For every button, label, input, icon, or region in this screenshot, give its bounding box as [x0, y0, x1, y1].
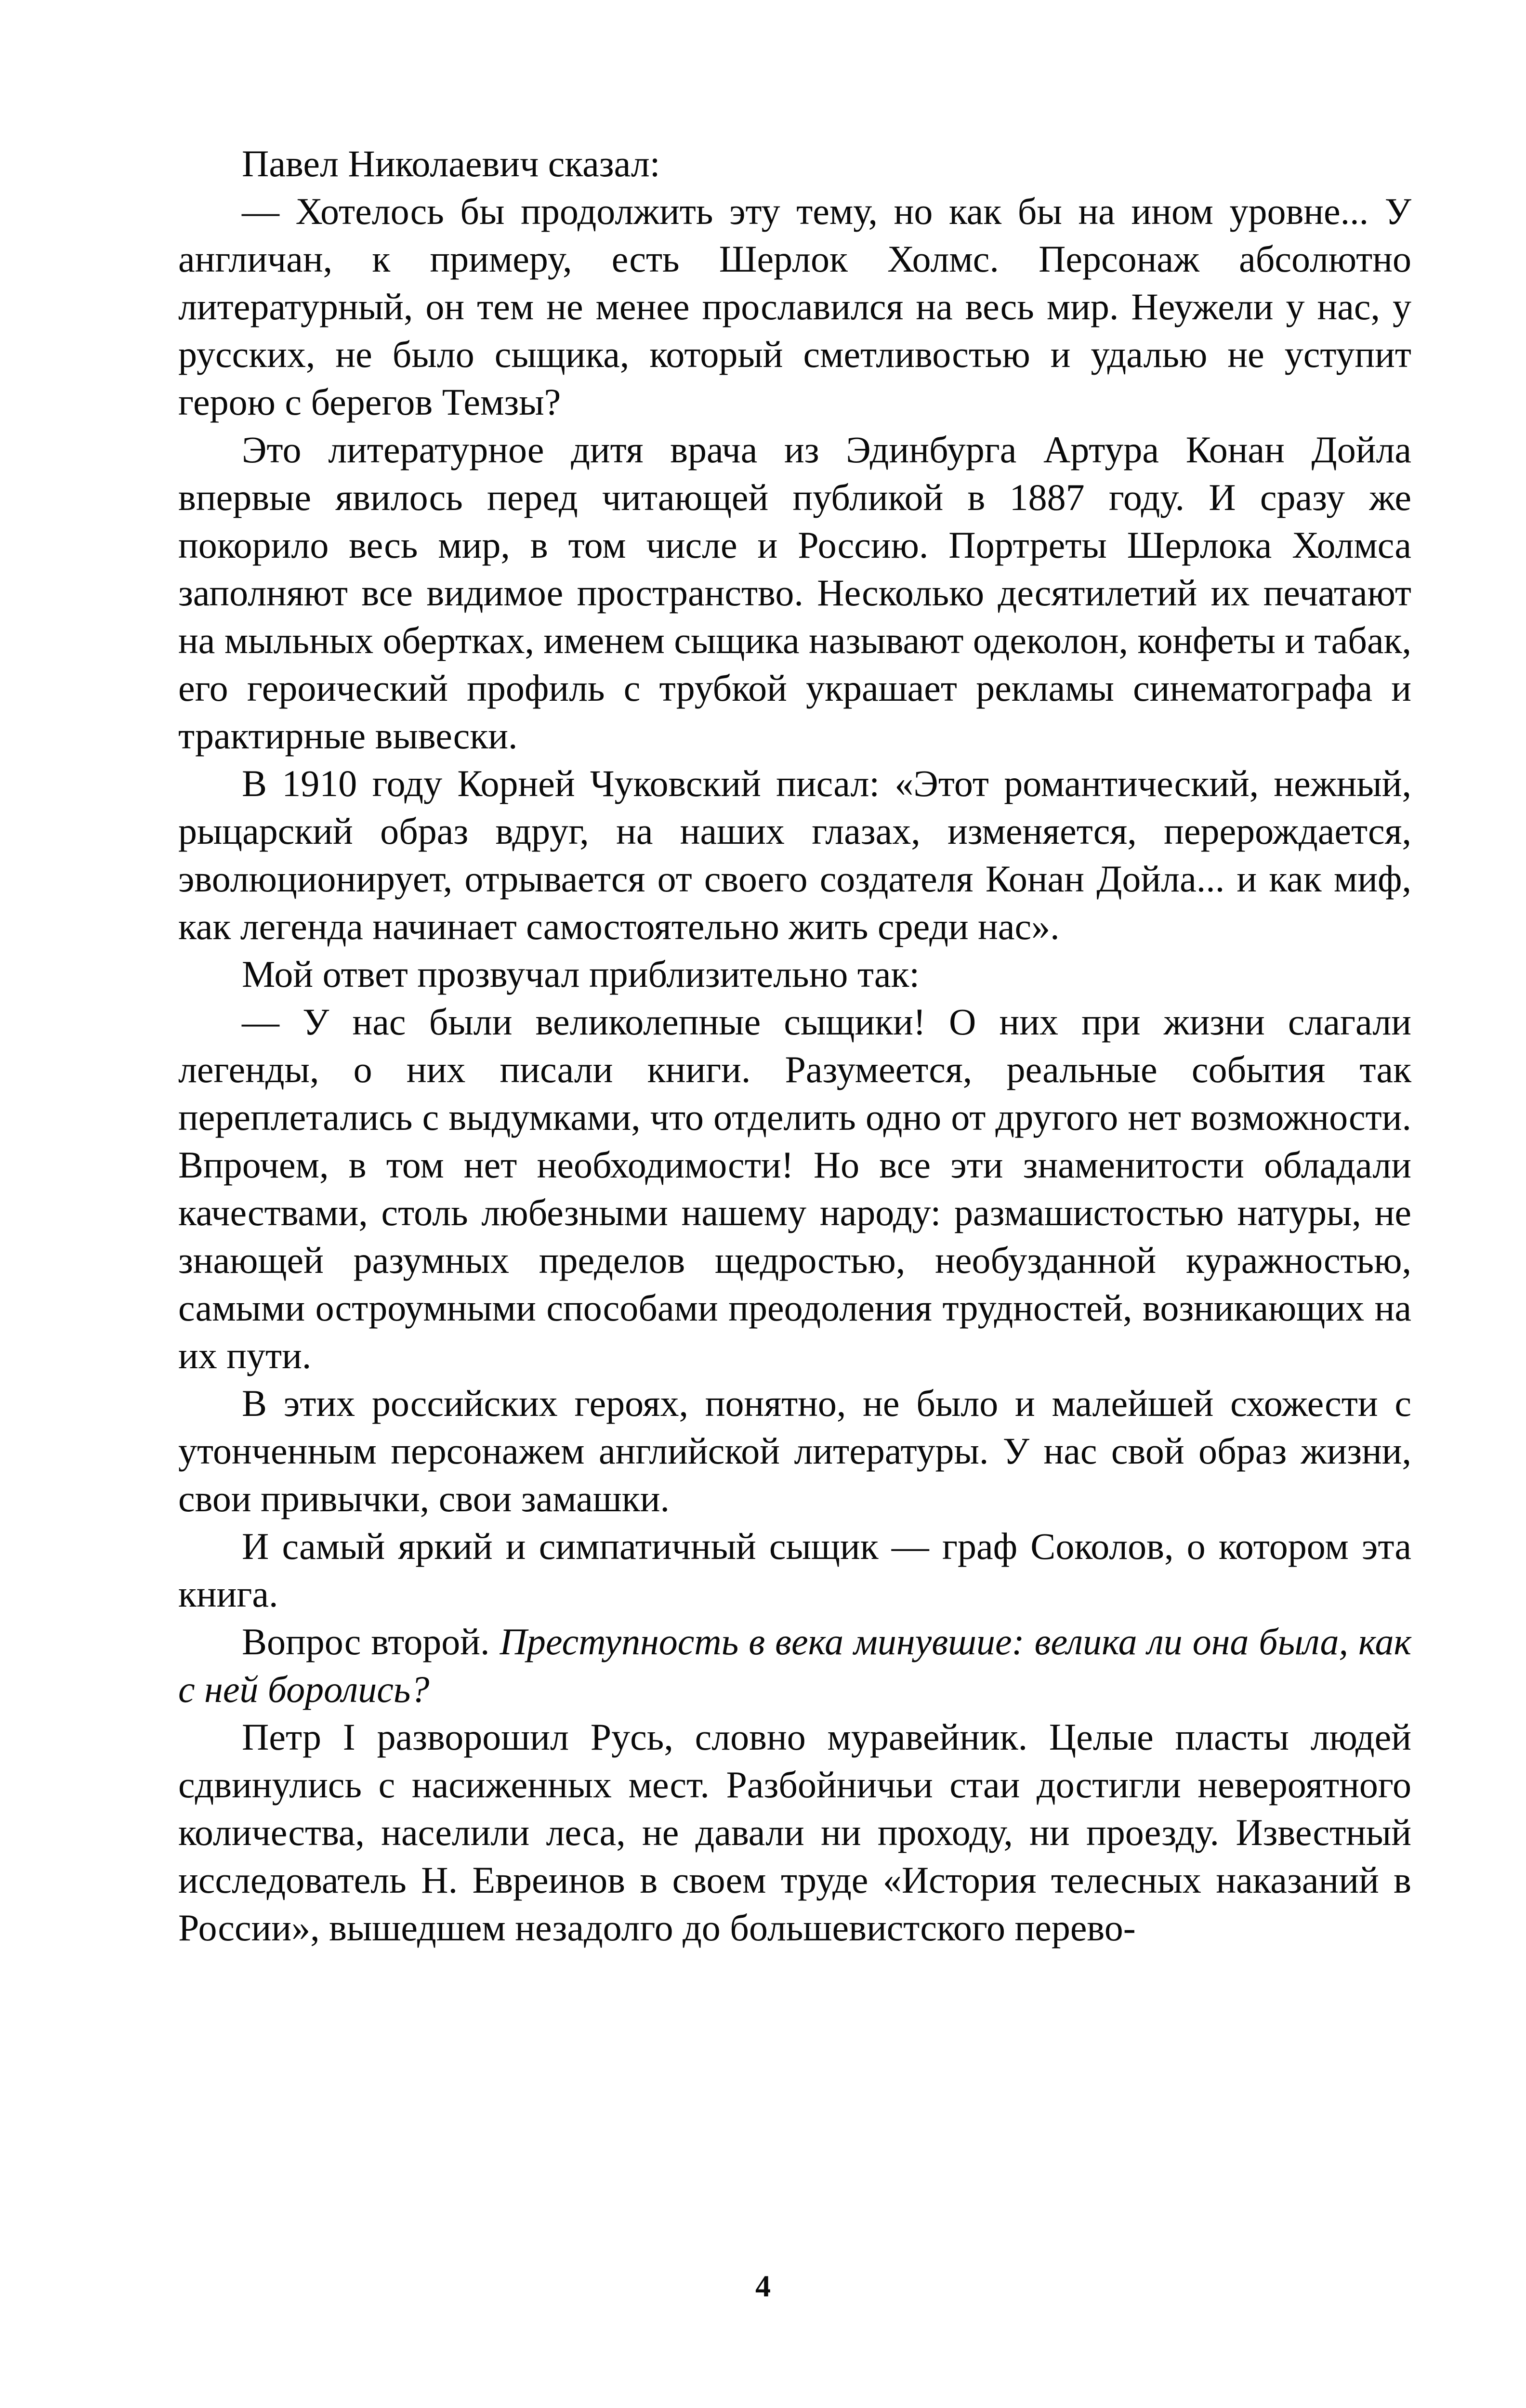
question-italic: Преступность в века минувшие: велика ли она была, как с ней боролись? — [178, 1621, 1411, 1710]
paragraph: В этих российских героях, понятно, не было и малейшей схожести с утонченным персонажем английской литературы. У нас свой образ жизни, свои привычки, свои замашки. — [178, 1382, 1411, 1519]
paragraph: Петр I разворошил Русь, словно муравейник. Целые пласты людей сдвинулись с насиженных мест. Разбойничьи стаи достигли невероятного количества, населили леса, не давали ни проходу, ни проезду. Известный исследователь Н. Евреинов в своем труде «История телесных наказаний в России», вышедшем незадолго до большевистского перево- — [178, 1716, 1411, 1949]
question-lead: Вопрос второй. — [242, 1621, 500, 1662]
paragraph: — Хотелось бы продолжить эту тему, но как бы на ином уровне... У англичан, к примеру, есть Шерлок Холмс. Персонаж абсолютно литературный, он тем не менее прославился на весь мир. Неужели у нас, у русских, не было сыщика, который сметливостью и удалью не уступит герою с берегов Темзы? — [178, 190, 1411, 423]
page-number: 4 — [755, 2269, 771, 2303]
paragraph: Мой ответ прозвучал приблизительно так: — [242, 953, 920, 995]
paragraph: Это литературное дитя врача из Эдинбурга Артура Конан Дойла впервые явилось перед читающей публикой в 1887 году. И сразу же покорило весь мир, в том числе и Россию. Портреты Шерлока Холмса заполняют все видимое пространство. Несколько десятилетий их печатают на мыльных обертках, именем сыщика называют одеколон, конфеты и табак, его героический профиль с трубкой украшает рекламы синематографа и трактирные вывески. — [178, 429, 1411, 757]
paragraph: В 1910 году Корней Чуковский писал: «Этот романтический, нежный, рыцарский образ вдруг, на наших глазах, изменяется, перерождается, эволюционирует, отрывается от своего создателя Конан Дойла... и как миф, как легенда начинает самостоятельно жить среди нас». — [178, 762, 1411, 947]
paragraph: Павел Николаевич сказал: — [242, 143, 660, 184]
paragraph: И самый яркий и симпатичный сыщик — граф Соколов, о котором эта книга. — [178, 1525, 1411, 1615]
question-paragraph — [178, 1618, 1411, 1713]
paragraph: — У нас были великолепные сыщики! О них при жизни слагали легенды, о них писали книги. Разумеется, реальные события так переплетались с выдумками, что отделить одно от другого нет возможности. Впрочем, в том нет необходимости! Но все эти знаменитости обладали качествами, столь любезными нашему народу: размашистостью натуры, не знающей разумных пределов щедростью, необузданной куражностью, самыми остроумными способами преодоления трудностей, возникающих на их пути. — [178, 1001, 1411, 1376]
page-text — [178, 140, 1411, 1951]
